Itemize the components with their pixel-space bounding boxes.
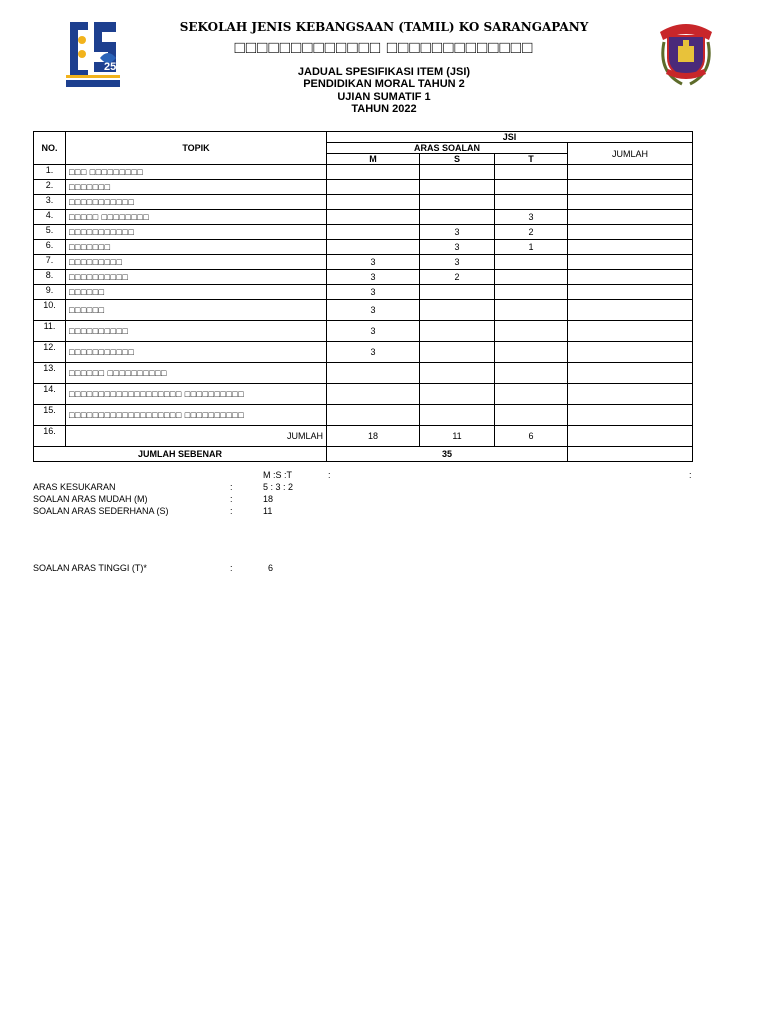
row-jumlah	[568, 363, 693, 384]
school-name: SEKOLAH JENIS KEBANGSAAN (TAMIL) KO SARANGAPANY	[179, 20, 589, 34]
row-topik: □□□□□□□	[66, 240, 327, 255]
row-jumlah	[568, 240, 693, 255]
row-m	[327, 210, 420, 225]
tinggi-colon: :	[230, 563, 233, 573]
table-row	[34, 321, 693, 342]
row-s	[420, 210, 495, 225]
row-t	[495, 165, 568, 180]
row-s	[420, 321, 495, 342]
table-row	[34, 384, 693, 405]
row-s: 3	[420, 240, 495, 255]
total-row-no: 16.	[34, 426, 66, 447]
row-s	[420, 180, 495, 195]
table-row	[34, 300, 693, 321]
row-s	[420, 300, 495, 321]
row-t	[495, 300, 568, 321]
row-t	[495, 405, 568, 426]
row-jumlah	[568, 405, 693, 426]
header-jsi: JSI	[327, 132, 693, 143]
row-s: 3	[420, 255, 495, 270]
row-m: 3	[327, 285, 420, 300]
table-row	[34, 210, 693, 225]
row-m	[327, 180, 420, 195]
row-t	[495, 195, 568, 210]
mudah-label: SOALAN ARAS MUDAH (M)	[33, 494, 148, 504]
total-m: 18	[327, 426, 420, 447]
sebenar-value: 35	[327, 447, 568, 462]
row-topik: □□□□□□□□□□□	[66, 342, 327, 363]
row-t	[495, 342, 568, 363]
row-m	[327, 363, 420, 384]
header-t: T	[495, 154, 568, 165]
aras-label: ARAS KESUKARAN	[33, 482, 116, 492]
total-row	[34, 426, 693, 447]
aras-colon: :	[230, 482, 233, 492]
row-t	[495, 321, 568, 342]
sederhana-label: SOALAN ARAS SEDERHANA (S)	[33, 506, 169, 516]
row-m	[327, 225, 420, 240]
header-no: NO.	[34, 132, 66, 165]
ratio-header: M :S :T	[263, 470, 292, 480]
row-s	[420, 165, 495, 180]
total-s: 11	[420, 426, 495, 447]
header-jumlah: JUMLAH	[568, 143, 693, 165]
row-jumlah	[568, 321, 693, 342]
aras-value: 5 : 3 : 2	[263, 482, 294, 492]
row-t	[495, 363, 568, 384]
table-row	[34, 225, 693, 240]
total-jumlah	[568, 426, 693, 447]
row-jumlah	[568, 255, 693, 270]
row-t	[495, 255, 568, 270]
row-jumlah	[568, 300, 693, 321]
row-topik: □□□□□□	[66, 285, 327, 300]
row-topik: □□□□□□□	[66, 180, 327, 195]
logo-number: 25	[104, 61, 117, 73]
row-jumlah	[568, 210, 693, 225]
row-t	[495, 285, 568, 300]
row-m	[327, 384, 420, 405]
total-row-label: JUMLAH	[66, 426, 327, 447]
row-jumlah	[568, 225, 693, 240]
row-t: 2	[495, 225, 568, 240]
row-jumlah	[568, 270, 693, 285]
row-m	[327, 165, 420, 180]
row-no: 1.	[34, 165, 66, 180]
row-t: 1	[495, 240, 568, 255]
header-m: M	[327, 154, 420, 165]
row-t	[495, 270, 568, 285]
doc-subject: PENDIDIKAN MORAL TAHUN 2	[303, 78, 465, 90]
table-row	[34, 195, 693, 210]
sebenar-jumlah	[568, 447, 693, 462]
table-row	[34, 240, 693, 255]
doc-exam: UJIAN SUMATIF 1	[337, 91, 431, 103]
header-s: S	[420, 154, 495, 165]
row-no: 15.	[34, 405, 66, 426]
sebenar-row	[34, 447, 693, 462]
row-jumlah	[568, 384, 693, 405]
row-topik: □□□□□□□□□	[66, 255, 327, 270]
row-topik: □□□□□□□□□□□□□□□□□□□ □□□□□□□□□□	[66, 384, 327, 405]
sederhana-value: 11	[263, 506, 273, 516]
row-topik: □□□□□□□□□□□□□□□□□□□ □□□□□□□□□□	[66, 405, 327, 426]
doc-title: JADUAL SPESIFIKASI ITEM (JSI)	[297, 66, 471, 78]
row-s: 2	[420, 270, 495, 285]
header-topik: TOPIK	[66, 132, 327, 165]
row-s	[420, 384, 495, 405]
row-topik: □□□□□□□□□□□	[66, 195, 327, 210]
row-m: 3	[327, 255, 420, 270]
row-jumlah	[568, 342, 693, 363]
sederhana-colon: :	[230, 506, 233, 516]
table-row	[34, 285, 693, 300]
mudah-value: 18	[263, 494, 274, 504]
row-topik: □□□□□□□□□□□	[66, 225, 327, 240]
row-no: 3.	[34, 195, 66, 210]
row-m	[327, 195, 420, 210]
row-jumlah	[568, 195, 693, 210]
header-aras-soalan: ARAS SOALAN	[327, 143, 568, 154]
jsi-table	[33, 131, 693, 462]
row-jumlah	[568, 165, 693, 180]
row-no: 7.	[34, 255, 66, 270]
row-s	[420, 342, 495, 363]
row-t	[495, 384, 568, 405]
row-m: 3	[327, 300, 420, 321]
row-t: 3	[495, 210, 568, 225]
row-m	[327, 405, 420, 426]
row-t	[495, 180, 568, 195]
tinggi-label: SOALAN ARAS TINGGI (T)*	[33, 563, 147, 573]
row-no: 13.	[34, 363, 66, 384]
ratio-colon-1: :	[328, 470, 331, 480]
row-m: 3	[327, 321, 420, 342]
sebenar-label: JUMLAH SEBENAR	[34, 447, 327, 462]
row-no: 8.	[34, 270, 66, 285]
row-no: 5.	[34, 225, 66, 240]
table-row	[34, 342, 693, 363]
row-s	[420, 285, 495, 300]
table-row	[34, 363, 693, 384]
row-topik: □□□□□□ □□□□□□□□□□	[66, 363, 327, 384]
row-no: 4.	[34, 210, 66, 225]
row-no: 12.	[34, 342, 66, 363]
table-row	[34, 270, 693, 285]
row-topik: □□□ □□□□□□□□□	[66, 165, 327, 180]
school-name-tamil: □□□□□□□□□□□□□ □□□□□□□□□□□□□	[234, 38, 534, 57]
row-topik: □□□□□ □□□□□□□□	[66, 210, 327, 225]
table-row	[34, 165, 693, 180]
row-s	[420, 405, 495, 426]
row-jumlah	[568, 180, 693, 195]
row-topik: □□□□□□	[66, 300, 327, 321]
row-m: 3	[327, 270, 420, 285]
total-t: 6	[495, 426, 568, 447]
table-row	[34, 180, 693, 195]
mudah-colon: :	[230, 494, 233, 504]
row-no: 14.	[34, 384, 66, 405]
ratio-colon-2: :	[689, 470, 692, 480]
row-s: 3	[420, 225, 495, 240]
table-row	[34, 405, 693, 426]
row-topik: □□□□□□□□□□	[66, 321, 327, 342]
row-topik: □□□□□□□□□□	[66, 270, 327, 285]
doc-year: TAHUN 2022	[351, 103, 417, 115]
row-no: 2.	[34, 180, 66, 195]
row-m: 3	[327, 342, 420, 363]
table-row	[34, 255, 693, 270]
row-jumlah	[568, 285, 693, 300]
row-no: 6.	[34, 240, 66, 255]
tinggi-value: 6	[268, 563, 274, 573]
row-s	[420, 363, 495, 384]
row-s	[420, 195, 495, 210]
row-no: 9.	[34, 285, 66, 300]
row-m	[327, 240, 420, 255]
row-no: 10.	[34, 300, 66, 321]
row-no: 11.	[34, 321, 66, 342]
